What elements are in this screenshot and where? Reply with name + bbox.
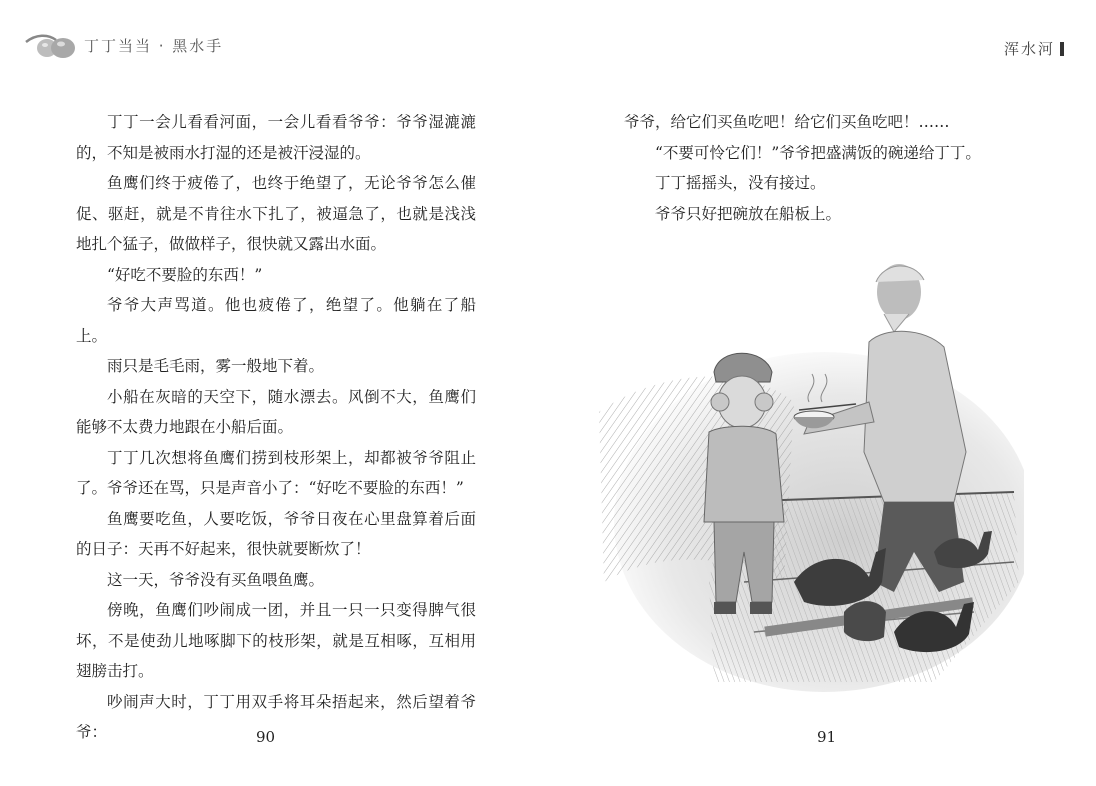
running-header-right <box>1004 38 1064 59</box>
paragraph: 爷爷大声骂道。他也疲倦了，绝望了。他躺在了船上。 <box>76 296 476 345</box>
paragraph: 小船在灰暗的天空下，随水漂去。风倒不大，鱼鹰们能够不太费力地跟在小船后面。 <box>76 387 476 436</box>
paragraph: 吵闹声大时，丁丁用双手将耳朵捂起来，然后望着爷爷： <box>76 692 476 741</box>
page-number-right: 91 <box>817 728 837 746</box>
header-bar-mark <box>1060 42 1064 56</box>
chapter-title: 浑水河 <box>1003 40 1055 58</box>
paragraph: 傍晚，鱼鹰们吵闹成一团，并且一只一只变得脾气很坏，不是使劲儿地啄脚下的枝形架，就是互相啄，互相用翅膀击打。 <box>76 601 476 680</box>
boat-scene-illustration <box>594 252 1024 692</box>
paragraph: 这一天，爷爷没有买鱼喂鱼鹰。 <box>107 570 325 589</box>
paragraph: 鱼鹰们终于疲倦了，也终于绝望了，无论爷爷怎么催促、驱赶，就是不肯往水下扎了，被逼急了，也就是浅浅地扎个猛子，做做样子，很快就又露出水面。 <box>76 174 476 253</box>
paragraph: 雨只是毛毛雨，雾一般地下着。 <box>107 357 325 375</box>
paragraph: 丁丁一会儿看看河面，一会儿看看爷爷：爷爷湿漉漉的，不知是被雨水打湿的还是被汗浸湿的。 <box>76 113 476 162</box>
paragraph: 丁丁摇摇头，没有接过。 <box>655 174 826 192</box>
paragraph: “好吃不要脸的东西！” <box>107 265 263 284</box>
paragraph: 爷爷只好把碗放在船板上。 <box>655 204 842 223</box>
left-page-text <box>76 107 476 748</box>
paragraph: 丁丁几次想将鱼鹰们捞到枝形架上，却都被爷爷阻止了。爷爷还在骂，只是声音小了：“好吃不要脸的东西！” <box>76 448 476 497</box>
series-title: 丁丁当当 · 黑水手 <box>84 36 224 55</box>
page-number-left: 90 <box>256 728 276 746</box>
right-page-text <box>624 107 1024 229</box>
gourd-logo-icon <box>22 28 80 62</box>
paragraph: “不要可怜它们！”爷爷把盛满饭的碗递给丁丁。 <box>655 143 981 162</box>
paragraph: 鱼鹰要吃鱼，人要吃饭，爷爷日夜在心里盘算着后面的日子：天再不好起来，很快就要断炊了！ <box>76 509 476 558</box>
running-header-left <box>22 28 223 62</box>
continuation-paragraph: 爷爷，给它们买鱼吃吧！给它们买鱼吃吧！…… <box>624 113 950 131</box>
